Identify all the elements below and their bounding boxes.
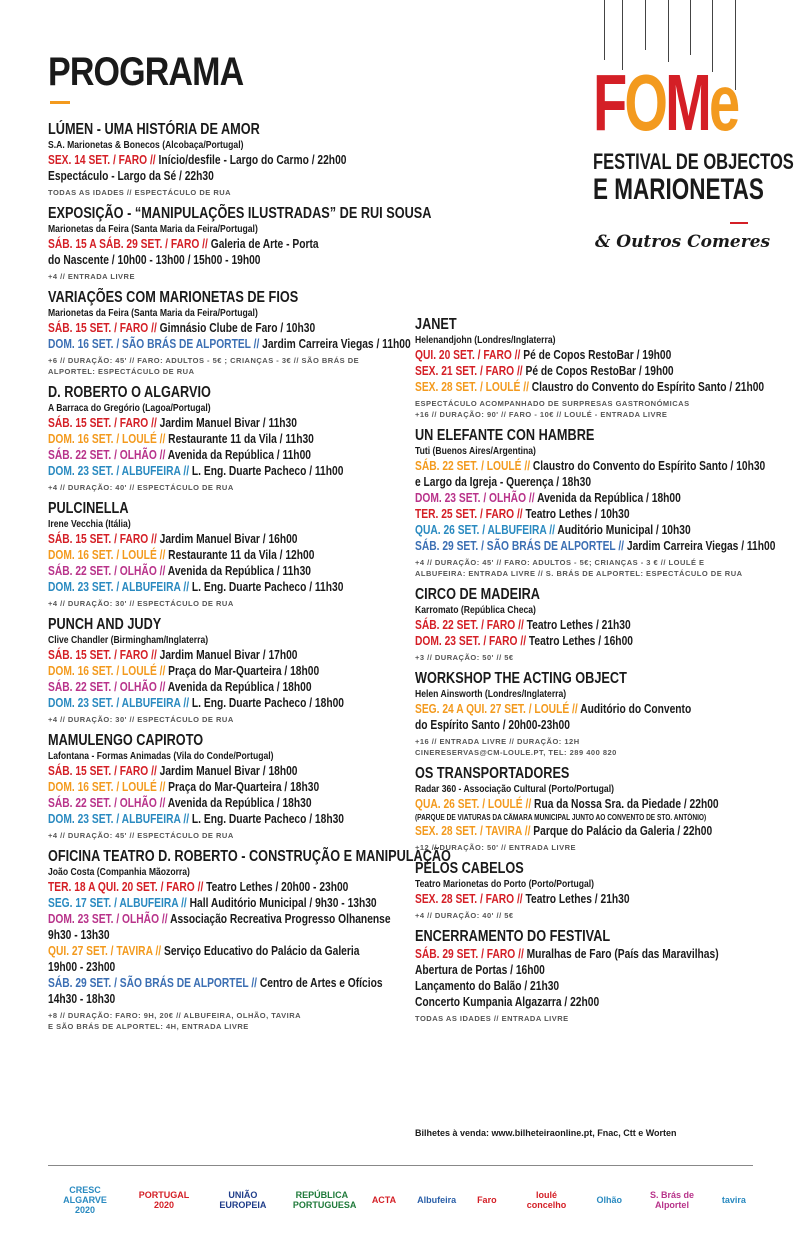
schedule-line xyxy=(48,911,391,927)
event-title: UN ELEFANTE CON HAMBRE xyxy=(415,427,595,444)
logo-accent xyxy=(730,222,748,224)
schedule-line xyxy=(48,647,335,663)
schedule-line xyxy=(48,463,344,479)
ticket-info: Bilhetes à venda: www.bilheteiraonline.pt, Fnac, Ctt e Worten xyxy=(415,1128,677,1138)
schedule-line xyxy=(48,779,335,795)
event-note: +4 // DURAÇÃO: 30' // ESPECTÁCULO DE RUA xyxy=(48,599,234,608)
event-company: Clive Chandler (Birmingham/Inglaterra) xyxy=(48,635,209,646)
event-company: S.A. Marionetas & Bonecos (Alcobaça/Portugal) xyxy=(48,140,244,151)
schedule-venue: Pé de Copos RestoBar / 19h00 xyxy=(525,364,674,378)
schedule-line xyxy=(48,895,377,911)
event-block xyxy=(48,732,398,841)
event-block xyxy=(415,928,765,1024)
sponsor-logos xyxy=(56,1180,746,1220)
schedule-line xyxy=(48,663,335,679)
event-block xyxy=(48,500,398,609)
schedule-date-place: SÁB. 15 SET. / FARO // xyxy=(48,416,160,430)
schedule-line xyxy=(415,458,766,474)
schedule-date-place: SÁB. 22 SET. / OLHÃO // xyxy=(48,680,168,694)
sponsor-logo: ACTA xyxy=(371,1195,397,1205)
festival-name-line1: FESTIVAL DE OBJECTOS xyxy=(593,149,794,174)
sponsor-logo: Olhão xyxy=(596,1195,622,1205)
schedule-date-place: QUI. 27 SET. / TAVIRA // xyxy=(48,944,165,958)
event-note: TODAS AS IDADES // ESPECTÁCULO DE RUA xyxy=(48,188,232,197)
event-note: ALBUFEIRA: ENTRADA LIVRE // S. BRÁS DE ALPORTEL: ESPECTÁCULO DE RUA xyxy=(415,569,743,578)
schedule-date-place: TER. 18 A QUI. 20 SET. / FARO // xyxy=(48,880,207,894)
festival-tagline: & Outros Comeres xyxy=(595,232,771,252)
event-title: WORKSHOP THE ACTING OBJECT xyxy=(415,670,627,687)
schedule-date-place: DOM. 23 SET. / FARO // xyxy=(415,634,529,648)
schedule-date-place: SEG. 17 SET. / ALBUFEIRA // xyxy=(48,896,190,910)
schedule-venue: Claustro do Convento do Espírito Santo / 10h30 xyxy=(532,459,766,473)
schedule-venue: Avenida da República / 18h00 xyxy=(537,491,681,505)
schedule-venue: Teatro Lethes / 10h30 xyxy=(525,507,630,521)
schedule-line xyxy=(48,811,344,827)
fome-wordmark: FOMe xyxy=(593,58,738,147)
schedule-venue: Jardim Manuel Bivar / 18h00 xyxy=(159,764,298,778)
schedule-venue: Avenida da República / 18h00 xyxy=(167,680,312,694)
schedule-venue: Avenida da República / 11h00 xyxy=(167,448,311,462)
schedule-line xyxy=(415,701,702,717)
schedule-venue: do Nascente / 10h00 - 13h00 / 15h00 - 19h00 xyxy=(48,253,261,267)
schedule-venue: Início/desfile - Largo do Carmo / 22h00 xyxy=(158,153,347,167)
schedule-date-place: DOM. 16 SET. / LOULÉ // xyxy=(48,432,169,446)
schedule-venue: Teatro Lethes / 21h30 xyxy=(526,618,631,632)
schedule-venue: Jardim Manuel Bivar / 11h30 xyxy=(159,416,297,430)
schedule-venue: Centro de Artes e Ofícios xyxy=(259,976,383,990)
schedule-line xyxy=(415,474,702,490)
schedule-date-place: SÁB. 15 SET. / FARO // xyxy=(48,321,160,335)
schedule-line xyxy=(415,978,702,994)
schedule-line xyxy=(48,547,335,563)
event-company: Helenandjohn (Londres/Inglaterra) xyxy=(415,335,556,346)
event-note: +6 // DURAÇÃO: 45' // FARO: ADULTOS - 5€ ; CRIANÇAS - 3€ // SÃO BRÁS DE xyxy=(48,356,360,365)
event-company: A Barraca do Gregório (Lagoa/Portugal) xyxy=(48,403,211,414)
schedule-venue: 9h30 - 13h30 xyxy=(48,928,110,942)
schedule-line xyxy=(48,579,344,595)
schedule-line xyxy=(48,336,411,352)
schedule-date-place: TER. 25 SET. / FARO // xyxy=(415,507,526,521)
event-note: +3 // DURAÇÃO: 50' // 5€ xyxy=(415,653,514,662)
schedule-date-place: DOM. 23 SET. / ALBUFEIRA // xyxy=(48,812,192,826)
right-column xyxy=(415,316,776,1031)
event-title: EXPOSIÇÃO - “MANIPULAÇÕES ILUSTRADAS” DE RUI SOUSA xyxy=(48,205,432,222)
page-title: PROGRAMA xyxy=(48,50,244,94)
schedule-date-place: SÁB. 15 A SÁB. 29 SET. / FARO // xyxy=(48,237,211,251)
schedule-venue: Praça do Mar-Quarteira / 18h00 xyxy=(168,664,320,678)
event-company: Karromato (República Checa) xyxy=(415,605,536,616)
festival-name xyxy=(593,150,794,206)
event-title: PELOS CABELOS xyxy=(415,860,524,877)
event-block xyxy=(415,316,765,420)
event-note: +16 // ENTRADA LIVRE // DURAÇÃO: 12H xyxy=(415,737,580,746)
schedule-venue: Galeria de Arte - Porta xyxy=(210,237,319,251)
event-block xyxy=(48,205,432,282)
schedule-venue: Espectáculo - Largo da Sé / 22h30 xyxy=(48,169,214,183)
footer-divider xyxy=(48,1165,753,1166)
schedule-date-place: DOM. 23 SET. / OLHÃO // xyxy=(48,912,171,926)
schedule-line xyxy=(415,633,702,649)
event-title: D. ROBERTO O ALGARVIO xyxy=(48,384,211,401)
schedule-date-place: QUA. 26 SET. / ALBUFEIRA // xyxy=(415,523,558,537)
event-note: ESPECTÁCULO ACOMPANHADO DE SURPRESAS GASTRONÓMICAS xyxy=(415,399,690,408)
event-company: Tuti (Buenos Aires/Argentina) xyxy=(415,446,536,457)
schedule-venue: Serviço Educativo do Palácio da Galeria xyxy=(164,944,360,958)
schedule-line xyxy=(415,796,719,812)
schedule-date-place: DOM. 16 SET. / LOULÉ // xyxy=(48,780,169,794)
schedule-venue: Muralhas de Faro (País das Maravilhas) xyxy=(526,947,719,961)
schedule-date-place: DOM. 23 SET. / ALBUFEIRA // xyxy=(48,580,192,594)
schedule-venue: Jardim Manuel Bivar / 16h00 xyxy=(159,532,298,546)
schedule-line xyxy=(48,168,335,184)
sponsor-logo: REPÚBLICA PORTUGUESA xyxy=(292,1190,357,1210)
event-note: +4 // DURAÇÃO: 40' // ESPECTÁCULO DE RUA xyxy=(48,483,234,492)
schedule-venue: Rua da Nossa Sra. da Piedade / 22h00 xyxy=(534,797,719,811)
schedule-venue: L. Eng. Duarte Pacheco / 18h30 xyxy=(191,812,344,826)
schedule-venue: Associação Recreativa Progresso Olhanense xyxy=(170,912,391,926)
schedule-venue: Auditório Municipal / 10h30 xyxy=(557,523,691,537)
event-company: Lafontana - Formas Animadas (Vila do Conde/Portugal) xyxy=(48,751,274,762)
schedule-venue: Jardim Carreira Viegas / 11h00 xyxy=(262,337,411,351)
schedule-line xyxy=(48,695,344,711)
schedule-venue: Hall Auditório Municipal / 9h30 - 13h30 xyxy=(189,896,377,910)
event-title: PULCINELLA xyxy=(48,500,129,517)
schedule-line xyxy=(48,879,349,895)
schedule-date-place: DOM. 23 SET. / OLHÃO // xyxy=(415,491,538,505)
schedule-date-place: SÁB. 22 SET. / LOULÉ // xyxy=(415,459,533,473)
schedule-date-place: SÁB. 22 SET. / OLHÃO // xyxy=(48,448,168,462)
title-underline xyxy=(50,101,70,104)
event-note: TODAS AS IDADES // ENTRADA LIVRE xyxy=(415,1014,569,1023)
string-decoration xyxy=(690,0,691,55)
schedule-date-place: SÁB. 22 SET. / OLHÃO // xyxy=(48,564,168,578)
schedule-venue: Praça do Mar-Quarteira / 18h30 xyxy=(168,780,320,794)
schedule-date-place: SÁB. 29 SET. / FARO // xyxy=(415,947,527,961)
schedule-venue: Abertura de Portas / 16h00 xyxy=(415,963,545,977)
event-note: +16 // DURAÇÃO: 90' // FARO - 10€ // LOULÉ - ENTRADA LIVRE xyxy=(415,410,668,419)
schedule-line xyxy=(48,975,383,991)
schedule-venue: Avenida da República / 11h30 xyxy=(167,564,311,578)
event-note: CINERESERVAS@CM-LOULE.PT, TEL: 289 400 820 xyxy=(415,748,617,757)
schedule-date-place: SEG. 24 A QUI. 27 SET. / LOULÉ // xyxy=(415,702,581,716)
schedule-line xyxy=(48,531,335,547)
event-note: ALPORTEL: ESPECTÁCULO DE RUA xyxy=(48,367,195,376)
schedule-line xyxy=(48,252,335,268)
schedule-line xyxy=(415,490,702,506)
sponsor-logo: tavira xyxy=(721,1195,746,1205)
string-decoration xyxy=(668,0,669,62)
event-title: PUNCH AND JUDY xyxy=(48,616,162,633)
schedule-date-place: DOM. 16 SET. / LOULÉ // xyxy=(48,664,169,678)
schedule-line xyxy=(415,962,702,978)
schedule-date-place: SEX. 28 SET. / LOULÉ // xyxy=(415,380,532,394)
schedule-line xyxy=(415,538,776,554)
schedule-venue: Pé de Copos RestoBar / 19h00 xyxy=(523,348,672,362)
schedule-line xyxy=(48,679,335,695)
schedule-line xyxy=(48,236,335,252)
event-company: Helen Ainsworth (Londres/Inglaterra) xyxy=(415,689,567,700)
schedule-venue: Parque do Palácio da Galeria / 22h00 xyxy=(533,824,713,838)
event-title: ENCERRAMENTO DO FESTIVAL xyxy=(415,928,611,945)
schedule-venue: Claustro do Convento do Espírito Santo / 21h00 xyxy=(531,380,765,394)
schedule-venue: Concerto Kumpania Algazarra / 22h00 xyxy=(415,995,600,1009)
schedule-venue: 19h00 - 23h00 xyxy=(48,960,116,974)
event-note: +8 // DURAÇÃO: FARO: 9H, 20€ // ALBUFEIRA, OLHÃO, TAVIRA xyxy=(48,1011,302,1020)
schedule-date-place: SEX. 28 SET. / TAVIRA // xyxy=(415,824,534,838)
schedule-line xyxy=(415,946,719,962)
schedule-venue: 14h30 - 18h30 xyxy=(48,992,116,1006)
schedule-venue: L. Eng. Duarte Pacheco / 11h30 xyxy=(191,580,344,594)
schedule-line xyxy=(415,379,765,395)
sponsor-logo: PORTUGAL 2020 xyxy=(138,1190,190,1210)
event-block xyxy=(48,384,398,493)
event-block xyxy=(48,848,451,1032)
event-note: +4 // DURAÇÃO: 45' // FARO: ADULTOS - 5€; CRIANÇAS - 3 € // LOULÉ E xyxy=(415,558,705,567)
schedule-line xyxy=(415,823,713,839)
schedule-line xyxy=(48,795,335,811)
schedule-line xyxy=(415,506,702,522)
schedule-line xyxy=(415,717,702,733)
schedule-date-place: DOM. 16 SET. / SÃO BRÁS DE ALPORTEL // xyxy=(48,337,263,351)
schedule-venue: Lançamento do Balão / 21h30 xyxy=(415,979,560,993)
event-title: VARIAÇÕES COM MARIONETAS DE FIOS xyxy=(48,289,299,306)
event-note: +4 // DURAÇÃO: 30' // ESPECTÁCULO DE RUA xyxy=(48,715,234,724)
schedule-venue: Teatro Lethes / 20h00 - 23h00 xyxy=(206,880,349,894)
event-block xyxy=(48,616,398,725)
festival-name-line2: E MARIONETAS xyxy=(593,173,764,206)
schedule-date-place: SÁB. 22 SET. / OLHÃO // xyxy=(48,796,168,810)
schedule-date-place: QUA. 26 SET. / LOULÉ // xyxy=(415,797,535,811)
schedule-venue: Auditório do Convento xyxy=(580,702,692,716)
schedule-line xyxy=(48,431,335,447)
sponsor-logo: Albufeira xyxy=(417,1195,457,1205)
sponsor-logo: Faro xyxy=(477,1195,497,1205)
schedule-line xyxy=(415,891,702,907)
schedule-line xyxy=(48,959,335,975)
schedule-date-place: DOM. 16 SET. / LOULÉ // xyxy=(48,548,169,562)
schedule-venue: Gimnásio Clube de Faro / 10h30 xyxy=(159,321,316,335)
schedule-date-place: SÁB. 29 SET. / SÃO BRÁS DE ALPORTEL // xyxy=(48,976,260,990)
event-title: OFICINA TEATRO D. ROBERTO - CONSTRUÇÃO E MANIPULAÇÃO xyxy=(48,848,451,865)
schedule-line xyxy=(415,347,702,363)
schedule-venue: Jardim Manuel Bivar / 17h00 xyxy=(159,648,298,662)
schedule-date-place: SEX. 14 SET. / FARO // xyxy=(48,153,159,167)
event-note: +4 // ENTRADA LIVRE xyxy=(48,272,135,281)
schedule-line xyxy=(48,563,335,579)
sponsor-logo: S. Brás de Alportel xyxy=(649,1190,694,1210)
schedule-venue: Teatro Lethes / 16h00 xyxy=(528,634,633,648)
schedule-date-place: SEX. 28 SET. / FARO // xyxy=(415,892,526,906)
event-title: LÚMEN - UMA HISTÓRIA DE AMOR xyxy=(48,121,260,138)
event-company: Marionetas da Feira (Santa Maria da Feira/Portugal) xyxy=(48,308,258,319)
event-block xyxy=(415,586,765,663)
event-company: Teatro Marionetas do Porto (Porto/Portugal) xyxy=(415,879,595,890)
event-company: Marionetas da Feira (Santa Maria da Feira/Portugal) xyxy=(48,224,258,235)
schedule-line xyxy=(48,763,335,779)
schedule-line xyxy=(415,522,702,538)
sponsor-logo: CRESC ALGARVE 2020 xyxy=(63,1185,107,1215)
schedule-venue: L. Eng. Duarte Pacheco / 11h00 xyxy=(191,464,344,478)
event-title: JANET xyxy=(415,316,457,333)
schedule-line xyxy=(48,447,335,463)
event-note: E SÃO BRÁS DE ALPORTEL: 4H, ENTRADA LIVRE xyxy=(48,1022,249,1031)
event-block xyxy=(415,427,776,579)
event-block xyxy=(415,670,765,758)
schedule-venue: (PARQUE DE VIATURAS DA CÂMARA MUNICIPAL JUNTO AO CONVENTO DE STO. ANTÓNIO) xyxy=(415,813,707,822)
schedule-venue: Restaurante 11 da Vila / 12h00 xyxy=(168,548,315,562)
schedule-venue: e Largo da Igreja - Querença / 18h30 xyxy=(415,475,592,489)
schedule-line xyxy=(48,991,335,1007)
schedule-line xyxy=(415,617,702,633)
schedule-line xyxy=(48,415,335,431)
schedule-date-place: SÁB. 15 SET. / FARO // xyxy=(48,532,160,546)
schedule-line xyxy=(48,943,360,959)
schedule-venue: L. Eng. Duarte Pacheco / 18h00 xyxy=(191,696,344,710)
event-note: +12 // DURAÇÃO: 50' // ENTRADA LIVRE xyxy=(415,843,576,852)
event-block xyxy=(48,121,398,198)
schedule-date-place: SÁB. 29 SET. / SÃO BRÁS DE ALPORTEL // xyxy=(415,539,627,553)
event-company: João Costa (Companhia Mãozorra) xyxy=(48,867,190,878)
string-decoration xyxy=(645,0,646,50)
schedule-date-place: SÁB. 15 SET. / FARO // xyxy=(48,648,160,662)
schedule-date-place: DOM. 23 SET. / ALBUFEIRA // xyxy=(48,696,192,710)
schedule-venue: Teatro Lethes / 21h30 xyxy=(525,892,630,906)
sponsor-logo: UNIÃO EUROPEIA xyxy=(219,1190,267,1210)
schedule-date-place: QUI. 20 SET. / FARO // xyxy=(415,348,524,362)
schedule-venue: Avenida da República / 18h30 xyxy=(167,796,312,810)
event-block xyxy=(415,765,765,853)
schedule-date-place: SEX. 21 SET. / FARO // xyxy=(415,364,526,378)
schedule-line xyxy=(415,363,702,379)
event-title: OS TRANSPORTADORES xyxy=(415,765,570,782)
schedule-line xyxy=(48,152,347,168)
schedule-date-place: SÁB. 22 SET. / FARO // xyxy=(415,618,527,632)
event-block xyxy=(48,289,411,377)
schedule-line xyxy=(48,927,335,943)
event-company: Irene Vecchia (Itália) xyxy=(48,519,131,530)
event-note: +4 // DURAÇÃO: 45' // ESPECTÁCULO DE RUA xyxy=(48,831,234,840)
sponsor-logo: loulé concelho xyxy=(526,1190,567,1210)
event-note: +4 // DURAÇÃO: 40' // 5€ xyxy=(415,911,514,920)
event-block xyxy=(415,860,765,921)
schedule-line xyxy=(48,320,335,336)
event-title: CIRCO DE MADEIRA xyxy=(415,586,540,603)
schedule-venue: Restaurante 11 da Vila / 11h30 xyxy=(168,432,314,446)
string-decoration xyxy=(604,0,605,60)
schedule-date-place: SÁB. 15 SET. / FARO // xyxy=(48,764,160,778)
schedule-line xyxy=(415,812,707,823)
schedule-venue: do Espírito Santo / 20h00-23h00 xyxy=(415,718,570,732)
schedule-line xyxy=(415,994,702,1010)
event-title: MAMULENGO CAPIROTO xyxy=(48,732,204,749)
schedule-date-place: DOM. 23 SET. / ALBUFEIRA // xyxy=(48,464,192,478)
schedule-venue: Jardim Carreira Viegas / 11h00 xyxy=(626,539,776,553)
event-company: Radar 360 - Associação Cultural (Porto/Portugal) xyxy=(415,784,614,795)
